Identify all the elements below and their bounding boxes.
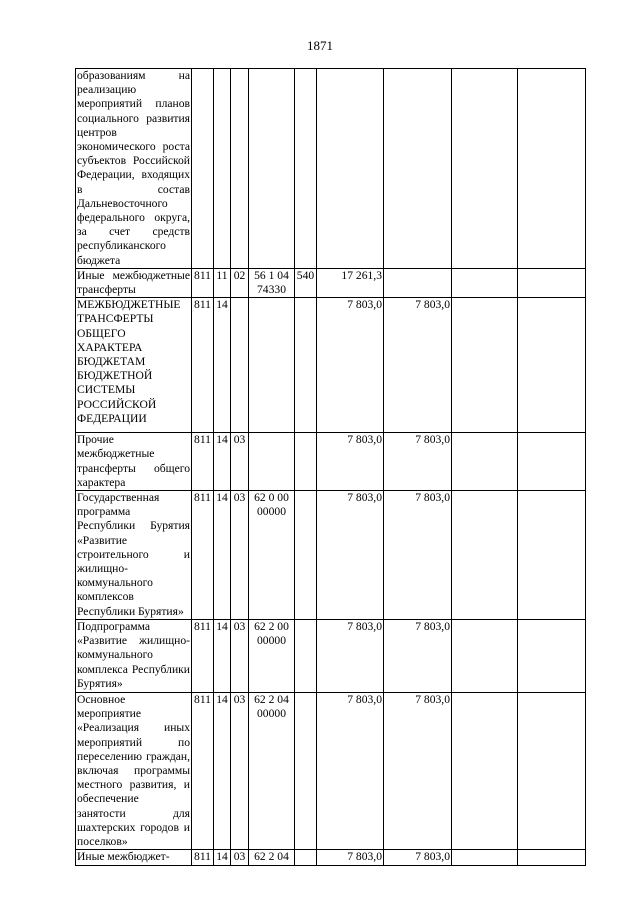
target-article-cell [249,433,295,491]
grbs-cell: 811 [192,850,214,866]
amount-cell-3 [452,69,518,269]
target-article-cell: 62 2 04 [249,850,295,866]
grbs-cell: 811 [192,298,214,433]
amount-cell-2: 7 803,0 [384,491,452,620]
row-name: Прочие межбюджетные трансферты общего характера [77,433,190,489]
empty-cell [518,850,586,866]
grbs-cell: 811 [192,619,214,692]
amount-cell-2: 7 803,0 [384,619,452,692]
section-cell: 14 [214,619,231,692]
expense-type-cell [295,692,317,849]
expense-type-cell [295,433,317,491]
subsection-cell: 03 [231,491,249,620]
amount-cell-1: 7 803,0 [317,433,384,491]
amount-cell-3 [452,619,518,692]
subsection-cell: 03 [231,850,249,866]
amount-cell-3 [452,692,518,849]
section-cell: 14 [214,850,231,866]
subsection-cell: 03 [231,433,249,491]
subsection-cell: 03 [231,692,249,849]
expense-type-cell [295,298,317,433]
amount-cell-3 [452,491,518,620]
row-name: Иные межбюджет- [76,850,192,866]
target-article-cell [249,298,295,433]
table-row [76,298,586,433]
grbs-cell: 811 [192,433,214,491]
target-article-cell: 62 2 00 00000 [249,619,295,692]
grbs-cell: 811 [192,692,214,849]
row-name: образованиям на реализацию мероприятий планов социального развития центров экономического роста субъектов Российской Федерации, входящих в состав Дальневосточного федерального округа, за счет средств республиканского бюджета [77,69,190,267]
amount-cell-2: 7 803,0 [384,433,452,491]
row-name: МЕЖБЮДЖЕТНЫЕ ТРАНСФЕРТЫ ОБЩЕГО ХАРАКТЕРА БЮДЖЕТАМ БЮДЖЕТНОЙ СИСТЕМЫ РОССИЙСКОЙ ФЕДЕРАЦИИ [76,298,192,433]
amount-cell-3 [452,268,518,297]
amount-cell-1: 7 803,0 [317,692,384,849]
row-name: Подпрограмма «Развитие жилищно-коммунального комплекса Республики Бурятия» [76,619,192,692]
amount-cell-2: 7 803,0 [384,850,452,866]
table-row [76,850,586,866]
grbs-cell: 811 [192,268,214,297]
amount-cell-2 [384,268,452,297]
empty-cell [518,298,586,433]
expense-type-cell [295,491,317,620]
amount-cell-2: 7 803,0 [384,692,452,849]
empty-cell [518,268,586,297]
empty-cell [518,491,586,620]
table-row [76,619,586,692]
amount-cell-3 [452,433,518,491]
target-article-cell [249,69,295,269]
amount-cell-3 [452,850,518,866]
amount-cell-2 [384,69,452,269]
page-number: 1871 [307,38,333,53]
amount-cell-1: 17 261,3 [317,268,384,297]
amount-cell-1: 7 803,0 [317,491,384,620]
section-cell: 14 [214,491,231,620]
subsection-cell: 03 [231,619,249,692]
target-article-cell: 62 2 04 00000 [249,692,295,849]
empty-cell [518,619,586,692]
empty-cell [518,69,586,269]
amount-cell-3 [452,298,518,433]
expense-type-cell [295,850,317,866]
table-row [76,692,586,849]
expense-type-cell [295,619,317,692]
target-article-cell: 56 1 04 74330 [249,268,295,297]
amount-cell-1 [317,69,384,269]
expense-type-cell: 540 [295,268,317,297]
section-cell [214,69,231,269]
amount-cell-1: 7 803,0 [317,619,384,692]
target-article-cell: 62 0 00 00000 [249,491,295,620]
subsection-cell [231,69,249,269]
expense-type-cell [295,69,317,269]
amount-cell-1: 7 803,0 [317,850,384,866]
empty-cell [518,692,586,849]
section-cell: 14 [214,692,231,849]
table-row [76,491,586,620]
table-row [76,268,586,297]
row-name: Основное мероприятие «Реализация иных мероприятий по переселению граждан, включая программы местного развития, и обеспечение занятости для шахтерских городов и поселков» [77,692,190,848]
subsection-cell [231,298,249,433]
empty-cell [518,433,586,491]
section-cell: 11 [214,268,231,297]
section-cell: 14 [214,298,231,433]
budget-table [75,68,586,866]
subsection-cell: 02 [231,268,249,297]
table-row [76,69,586,269]
amount-cell-1: 7 803,0 [317,298,384,433]
grbs-cell [192,69,214,269]
amount-cell-2: 7 803,0 [384,298,452,433]
section-cell: 14 [214,433,231,491]
row-name: Государственная программа Республики Бурятия «Развитие строительного и жилищно-коммунального комплексов Республики Бурятия» [77,491,190,618]
grbs-cell: 811 [192,491,214,620]
row-name: Иные межбюджетные трансферты [77,268,190,297]
table-row [76,433,586,491]
